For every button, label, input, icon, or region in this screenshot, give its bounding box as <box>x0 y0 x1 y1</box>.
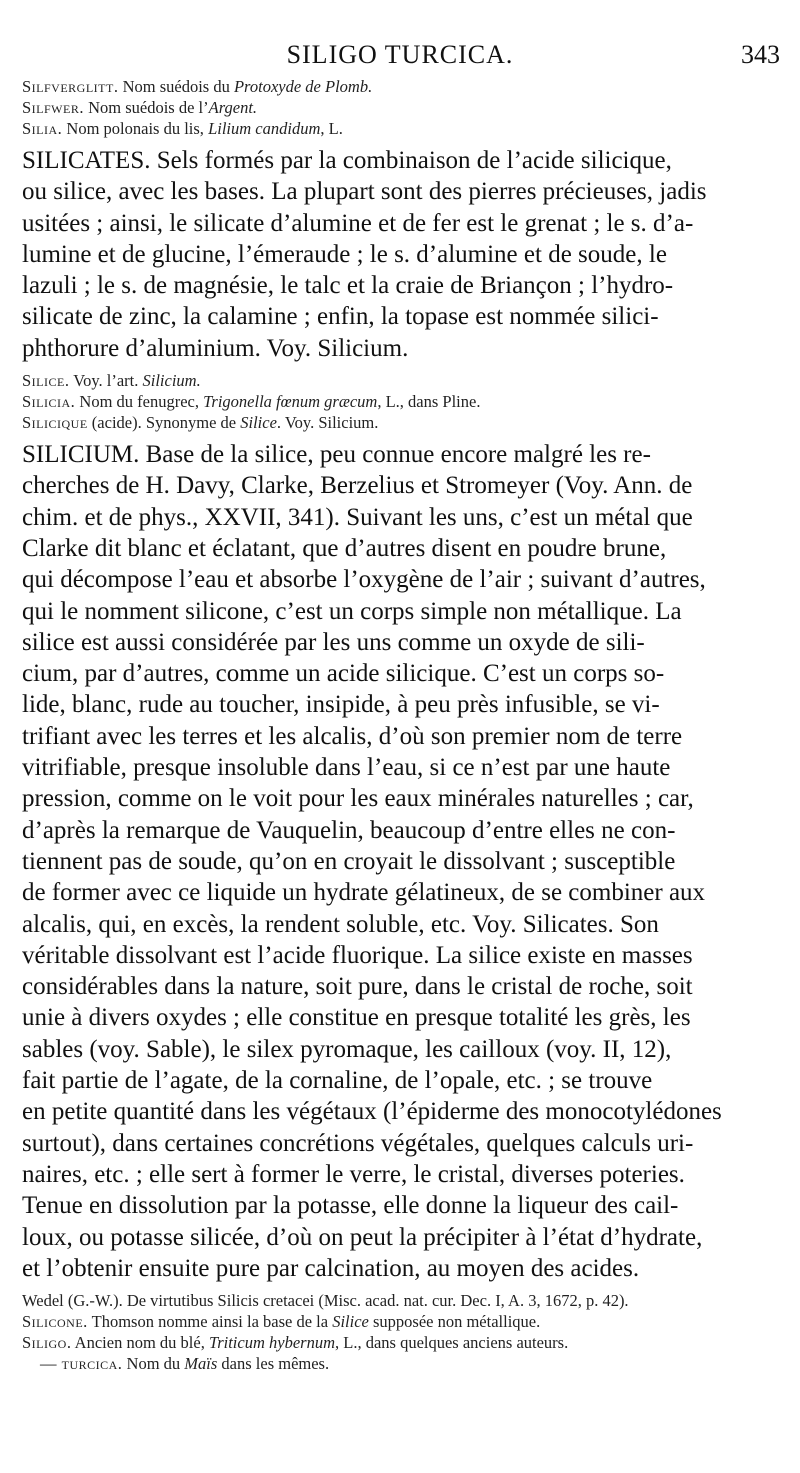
text-line: fait partie de l’agate, de la cornaline, de l’opale, etc. ; se trouve <box>22 1067 653 1095</box>
text-line: Tenue en dissolution par la potasse, elle donne la liqueur des cail- <box>22 1192 679 1220</box>
text-line: de former avec ce liquide un hydrate gélatineux, de se combiner aux <box>22 879 706 907</box>
text-line: vitrifiable, presque insoluble dans l’eau, si ce n’est par une haute <box>22 754 671 782</box>
text-line: tiennent pas de soude, qu’on en croyait le dissolvant ; susceptible <box>22 847 676 875</box>
text-line: qui décompose l’eau et absorbe l’oxygène de l’air ; suivant d’autres, <box>22 566 706 594</box>
entries-bottom <box>22 1290 780 1374</box>
entry-silicique: Silicique (acide). Synonyme de Silice. Voy. Silicium. <box>22 413 379 433</box>
page-number: 343 <box>741 40 780 69</box>
text-line: considérables dans la nature, soit pure, dans le cristal de roche, soit <box>22 973 693 1001</box>
entry-siligo: Siligo. Ancien nom du blé, Triticum hybernum, L., dans quelques anciens auteurs. <box>22 1333 569 1353</box>
entry-silfverglitt: Silfverglitt. Nom suédois du Protoxyde de Plomb. <box>22 77 373 96</box>
text-line: SILICATES. Sels formés par la combinaison de l’acide silicique, <box>22 147 672 174</box>
text-line: chim. et de phys., XXVII, 341). Suivant les uns, c’est un métal que <box>22 503 693 531</box>
page-body <box>22 76 780 1374</box>
text-line: lazuli ; le s. de magnésie, le talc et la craie de Briançon ; l’hydro- <box>22 272 674 300</box>
article-silicium <box>22 439 780 1284</box>
entries-mid <box>22 370 780 433</box>
entry-silia: Silia. Nom polonais du lis, Lilium candidum, L. <box>22 119 343 138</box>
text-line: d’après la remarque de Vauquelin, beaucoup d’entre elles ne con- <box>22 816 676 844</box>
text-line: lumine et de glucine, l’émeraude ; le s. d’alumine et de soude, le <box>22 240 667 268</box>
text-line: silice est aussi considérée par les uns comme un oxyde de sili- <box>22 628 645 656</box>
text-line: sables (voy. Sable), le silex pyromaque, les cailloux (voy. II, 12), <box>22 1035 672 1063</box>
text-line: Clarke dit blanc et éclatant, que d’autres disent en poudre brune, <box>22 534 667 562</box>
text-line: silicate de zinc, la calamine ; enfin, la topase est nommée silici- <box>22 303 659 331</box>
entry-turcica: — turcica. Nom du Maïs dans les mêmes. <box>40 1354 330 1374</box>
text-line: ou silice, avec les bases. La plupart sont des pierres précieuses, jadis <box>22 178 707 206</box>
text-line: phthorure d’aluminium. Voy. Silicium. <box>22 334 409 362</box>
text-line: alcalis, qui, en excès, la rendent soluble, etc. Voy. Silicates. Son <box>22 910 659 938</box>
text-line: et l’obtenir ensuite pure par calcination, au moyen des acides. <box>22 1254 640 1282</box>
text-line: surtout), dans certaines concrétions végétales, quelques calculs uri- <box>22 1129 694 1157</box>
text-line: loux, ou potasse silicée, d’où on peut la précipiter à l’état d’hydrate, <box>22 1223 703 1251</box>
text-line: qui le nomment silicone, c’est un corps simple non métallique. La <box>22 597 682 625</box>
entries-top <box>22 76 780 139</box>
reference-wedel: Wedel (G.-W.). De virtutibus Silicis cretacei (Misc. acad. nat. cur. Dec. I, A. 3, 1672, p. 42). <box>22 1291 629 1311</box>
entry-silfwer: Silfwer. Nom suédois de l’Argent. <box>22 98 258 117</box>
entry-silice: Silice. Voy. l’art. Silicium. <box>22 371 201 391</box>
text-line: naires, etc. ; elle sert à former le verre, le cristal, diverses poteries. <box>22 1160 685 1188</box>
text-line: trifiant avec les terres et les alcalis, d’où son premier nom de terre <box>22 722 683 750</box>
entry-silicone: Silicone. Thomson nomme ainsi la base de la Silice supposée non métallique. <box>22 1312 541 1332</box>
text-line: unie à divers oxydes ; elle constitue en presque totalité les grès, les <box>22 1004 691 1032</box>
article-silicates <box>22 145 780 364</box>
text-line: véritable dissolvant est l’acide fluorique. La silice existe en masses <box>22 941 693 969</box>
text-line: cium, par d’autres, comme un acide silicique. C’est un corps so- <box>22 660 665 688</box>
text-line: en petite quantité dans les végétaux (l’épiderme des monocotylédones <box>22 1098 722 1126</box>
text-line: usitées ; ainsi, le silicate d’alumine et de fer est le grenat ; le s. d’a- <box>22 209 694 237</box>
text-line: SILICIUM. Base de la silice, peu connue encore malgré les re- <box>22 441 651 469</box>
text-line: lide, blanc, rude au toucher, insipide, à peu près infusible, se vi- <box>22 691 660 719</box>
running-title: SILIGO TURCICA. <box>286 40 514 69</box>
text-line: cherches de H. Davy, Clarke, Berzelius et Stromeyer (Voy. Ann. de <box>22 472 693 500</box>
page-header <box>0 40 800 80</box>
text-line: pression, comme on le voit pour les eaux minérales naturelles ; car, <box>22 785 694 813</box>
entry-silicia: Silicia. Nom du fenugrec, Trigonella fœnum græcum, L., dans Pline. <box>22 392 481 412</box>
